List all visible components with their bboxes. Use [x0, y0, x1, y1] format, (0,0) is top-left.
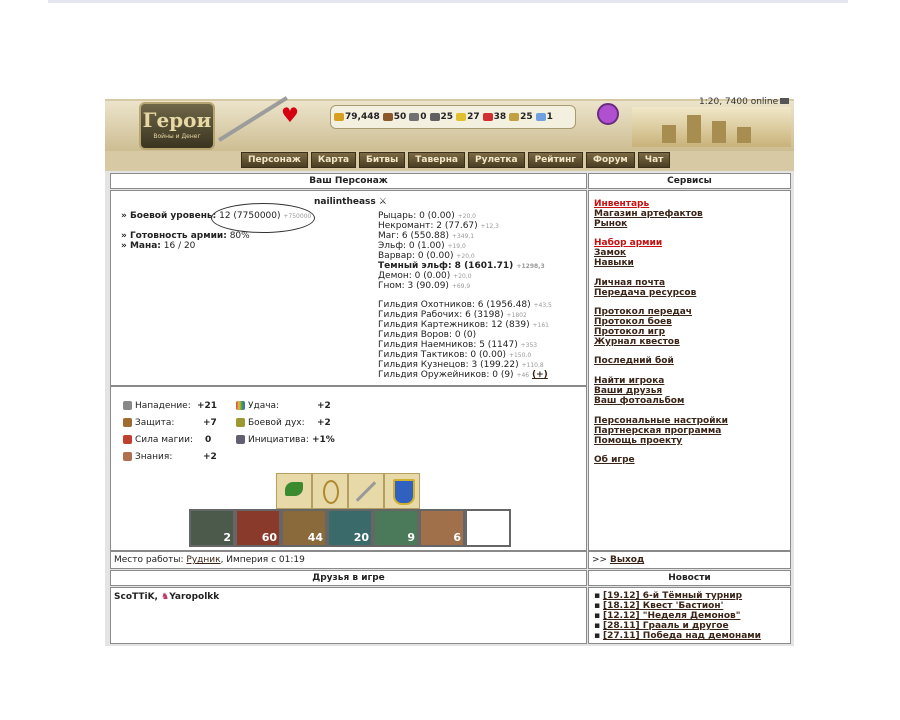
unit-count: 9	[407, 531, 415, 544]
combat-level-value: 12 (7750000)	[219, 211, 281, 221]
unit-count: 44	[307, 531, 323, 544]
equip-slot-weapon[interactable]	[348, 473, 384, 509]
stat-spellpower	[123, 435, 212, 445]
stat-value: +1%	[312, 435, 335, 445]
hand-drawn-circle	[211, 203, 315, 233]
faction-text: Варвар: 0 (0.00)	[378, 251, 454, 261]
mana-label: » Мана:	[121, 241, 161, 251]
stat-value: +2	[203, 452, 217, 462]
stat-value: +7	[203, 418, 217, 428]
sulfur-icon	[456, 113, 466, 121]
resource-value: 0	[420, 112, 427, 122]
stat-value: +2	[317, 418, 331, 428]
stat-label: Инициатива:	[248, 435, 309, 445]
faction-extra: +1298,3	[516, 263, 545, 270]
character-panel	[110, 190, 587, 386]
resource-value: 38	[493, 112, 507, 122]
service-link-find-player[interactable]: Найти игрока	[594, 376, 665, 386]
guild-extra: +1802	[506, 312, 527, 319]
stat-knowledge	[123, 452, 217, 462]
faction-extra: +19,0	[447, 243, 466, 250]
faction-text: Темный эльф: 8 (1601.71)	[378, 261, 514, 271]
service-link-inventory[interactable]: Инвентарь	[594, 199, 650, 209]
service-link-battle-log[interactable]: Протокол боев	[594, 317, 672, 327]
expand-guilds-link[interactable]: (+)	[532, 370, 548, 380]
character-name-text: nailintheass	[314, 197, 376, 207]
friend-link[interactable]: Yaropolkk	[169, 592, 220, 602]
top-line	[48, 0, 848, 3]
resource-value: 1	[546, 112, 553, 122]
news-link[interactable]: [18.12] Квест 'Бастион'	[602, 601, 724, 611]
combat-level-extra: +750000	[283, 213, 312, 220]
service-link-quest-log[interactable]: Журнал квестов	[594, 337, 680, 347]
friends-panel	[110, 587, 587, 644]
faction-text: Эльф: 0 (1.00)	[378, 241, 445, 251]
stat-label: Нападение:	[135, 401, 191, 411]
exit-prefix: >>	[592, 555, 608, 565]
building-shape	[687, 115, 701, 143]
stats-panel	[110, 386, 587, 551]
service-link-mail[interactable]: Личная почта	[594, 278, 666, 288]
stat-defense	[123, 418, 217, 428]
service-link-transfer[interactable]: Передача ресурсов	[594, 288, 697, 298]
work-row	[110, 551, 587, 569]
combat-level-label: » Боевой уровень:	[121, 211, 217, 221]
resource-mercury	[427, 112, 454, 122]
stat-initiative	[236, 435, 335, 445]
services-title: Сервисы	[588, 173, 791, 189]
resource-value: 25	[520, 112, 533, 122]
guild-text: Гильдия Кузнецов: 3 (199.22)	[378, 360, 519, 370]
news-link[interactable]: [12.12] "Неделя Демонов"	[602, 611, 741, 621]
building-shape	[737, 127, 751, 143]
news-link[interactable]: [28.11] Грааль и другое	[602, 621, 729, 631]
nav-item-tavern[interactable]: Таверна	[408, 152, 465, 168]
army-unit[interactable]	[419, 509, 465, 547]
logo-subtitle: Войны и Денег	[153, 133, 201, 140]
stat-luck	[236, 401, 331, 411]
guild-text: Гильдия Охотников: 6 (1956.48)	[378, 300, 531, 310]
game-logo[interactable]	[139, 102, 215, 150]
resource-gems	[506, 112, 533, 122]
resource-ore	[406, 112, 426, 122]
faction-row	[378, 221, 499, 231]
unit-count: 6	[453, 531, 461, 544]
service-link-recruit[interactable]: Набор армии	[594, 238, 663, 248]
army-unit[interactable]	[373, 509, 419, 547]
service-link-partner[interactable]: Партнерская программа	[594, 426, 722, 436]
stat-morale	[236, 418, 331, 428]
character-name[interactable]	[314, 197, 387, 207]
main-nav	[241, 152, 670, 168]
nav-item-forum[interactable]: Форум	[586, 152, 635, 168]
stat-label: Удача:	[248, 401, 280, 411]
faction-text: Маг: 6 (550.88)	[378, 231, 450, 241]
guild-row	[378, 310, 527, 320]
work-label: Место работы:	[114, 555, 184, 565]
stat-label: Боевой дух:	[248, 418, 305, 428]
news-link[interactable]: [27.11] Победа над демонами	[602, 631, 761, 641]
guild-text: Гильдия Рабочих: 6 (3198)	[378, 310, 504, 320]
unit-count: 2	[223, 531, 231, 544]
shield-icon	[123, 418, 132, 427]
guild-extra: +110,8	[521, 362, 544, 369]
army-unit[interactable]	[189, 509, 235, 547]
book-icon	[123, 452, 132, 461]
service-link-photo-album[interactable]: Ваш фотоальбом	[594, 396, 685, 406]
stat-value: 0	[205, 435, 212, 445]
faction-extra: +20,0	[453, 273, 472, 280]
news-title: Новости	[588, 570, 791, 586]
service-link-friends[interactable]: Ваши друзья	[594, 386, 663, 396]
faction-extra: +349,1	[451, 233, 475, 240]
faction-extra: +12,3	[480, 223, 499, 230]
guild-extra: +46	[516, 372, 530, 379]
mana-value: 16 / 20	[163, 241, 196, 251]
unit-count: 60	[261, 531, 277, 544]
services-panel	[588, 190, 791, 551]
service-link-last-battle[interactable]: Последний бой	[594, 356, 674, 366]
hat-icon	[285, 482, 303, 496]
faction-row	[378, 251, 475, 261]
friend-avatar-icon: ♞	[161, 592, 170, 602]
faction-text: Демон: 0 (0.00)	[378, 271, 451, 281]
online-text: 1:20, 7400 online	[699, 97, 779, 107]
resource-gold	[331, 112, 380, 122]
mana-row	[121, 241, 195, 251]
army-value: 80%	[229, 231, 250, 241]
faction-text: Гном: 3 (90.09)	[378, 281, 449, 291]
building-shape	[662, 125, 676, 143]
resource-value: 79,448	[345, 112, 380, 122]
mercury-icon	[430, 113, 440, 121]
news-link[interactable]: [19.12] 6-й Тёмный турнир	[602, 591, 743, 601]
exit-row	[588, 551, 791, 569]
nav-item-battles[interactable]: Битвы	[359, 152, 405, 168]
faction-row	[378, 281, 470, 291]
news-item: ▪ [19.12] 6-й Тёмный турнир	[594, 591, 743, 601]
guild-row	[378, 330, 476, 340]
clan-icon[interactable]: ⚔	[378, 197, 387, 207]
faction-row	[378, 211, 476, 221]
service-link-about[interactable]: Об игре	[594, 455, 635, 465]
guild-extra: +43,5	[533, 302, 552, 309]
nav-item-roulette[interactable]: Рулетка	[468, 152, 525, 168]
equip-slot-hat[interactable]	[276, 473, 312, 509]
guild-text: Гильдия Тактиков: 0 (0.00)	[378, 350, 507, 360]
faction-row	[378, 241, 466, 251]
heart-icon[interactable]: ♥	[281, 103, 299, 127]
news-item: ▪ [27.11] Победа над демонами	[594, 631, 761, 641]
crystal-icon	[483, 113, 493, 121]
resource-bar	[330, 105, 576, 129]
amulet-icon	[323, 480, 339, 504]
equip-slot-shield[interactable]	[384, 473, 420, 509]
exit-link[interactable]: Выход	[609, 555, 645, 565]
online-counter	[699, 97, 789, 107]
service-link-castle[interactable]: Замок	[594, 248, 627, 258]
guild-text: Гильдия Оружейников: 0 (9)	[378, 370, 514, 380]
stat-value: +2	[317, 401, 331, 411]
stat-label: Знания:	[135, 452, 173, 462]
faction-row	[378, 231, 474, 241]
faction-extra: +69,9	[451, 283, 471, 290]
swords-icon	[123, 401, 132, 410]
friends-title: Друзья в игре	[110, 570, 587, 586]
nav-item-rating[interactable]: Рейтинг	[528, 152, 583, 168]
faction-extra: +20,0	[457, 213, 476, 220]
equip-slot-amulet[interactable]	[312, 473, 348, 509]
gems-icon	[509, 113, 519, 121]
army-unit[interactable]	[281, 509, 327, 547]
service-link-game-log[interactable]: Протокол игр	[594, 327, 666, 337]
gold-icon	[334, 113, 344, 121]
resource-value: 50	[393, 112, 407, 122]
guild-row	[378, 300, 552, 310]
guild-text: Гильдия Воров: 0 (0)	[378, 330, 477, 340]
army-unit-empty[interactable]	[465, 509, 511, 547]
resource-sulfur	[453, 112, 480, 122]
army-label: » Готовность армии:	[121, 231, 227, 241]
guild-row	[378, 360, 544, 370]
work-rest: , Империя с 01:19	[220, 555, 305, 565]
logo-title: Герои	[142, 108, 212, 132]
game-header	[105, 99, 794, 171]
city-image	[632, 107, 791, 147]
guild-row	[378, 320, 549, 330]
guild-extra: +150,0	[508, 352, 532, 359]
work-place-link[interactable]: Рудник	[186, 555, 221, 565]
stat-value: +21	[197, 401, 218, 411]
guild-extra: +353	[520, 342, 538, 349]
faction-text: Рыцарь: 0 (0.00)	[378, 211, 455, 221]
news-item: ▪ [18.12] Квест 'Бастион'	[594, 601, 724, 611]
service-link-market[interactable]: Рынок	[594, 219, 628, 229]
stat-label: Сила магии:	[135, 435, 194, 445]
friend-link[interactable]: ScoTTiK,	[114, 592, 158, 602]
service-link-donate[interactable]: Помощь проекту	[594, 436, 683, 446]
resource-value: 25	[440, 112, 454, 122]
morale-icon	[236, 418, 245, 427]
guild-row	[378, 370, 548, 380]
guild-row	[378, 340, 537, 350]
service-link-skills[interactable]: Навыки	[594, 258, 634, 268]
rainbow-icon	[236, 401, 245, 410]
nav-item-map[interactable]: Карта	[311, 152, 356, 168]
building-shape	[712, 121, 726, 143]
faction-text: Некромант: 2 (77.67)	[378, 221, 478, 231]
service-link-transfer-log[interactable]: Протокол передач	[594, 307, 692, 317]
wood-icon	[383, 113, 393, 121]
initiative-icon	[236, 435, 245, 444]
shield-icon	[393, 479, 415, 505]
guild-text: Гильдия Картежников: 12 (839)	[378, 320, 530, 330]
nav-item-chat[interactable]: Чат	[638, 152, 671, 168]
diamond-icon	[536, 113, 546, 121]
army-unit[interactable]	[327, 509, 373, 547]
news-panel	[588, 587, 791, 644]
guild-text: Гильдия Наемников: 5 (1147)	[378, 340, 518, 350]
faction-row	[378, 271, 472, 281]
exit-container	[592, 555, 644, 565]
wand-icon	[123, 435, 132, 444]
nav-item-character[interactable]: Персонаж	[241, 152, 308, 168]
news-item: ▪ [28.11] Грааль и другое	[594, 621, 729, 631]
resource-crystal	[480, 112, 507, 122]
resource-diamond	[533, 112, 553, 122]
resource-value: 27	[467, 112, 480, 122]
service-link-settings[interactable]: Персональные настройки	[594, 416, 728, 426]
stat-label: Защита:	[135, 418, 175, 428]
army-ready-row	[121, 231, 250, 241]
unit-count: 20	[353, 531, 369, 544]
friends-list	[114, 592, 219, 602]
stat-attack	[123, 401, 218, 411]
news-item: ▪ [12.12] "Неделя Демонов"	[594, 611, 741, 621]
army-unit[interactable]	[235, 509, 281, 547]
sword-icon	[356, 481, 377, 502]
faction-extra: +20,0	[456, 253, 475, 260]
ore-icon	[409, 113, 419, 121]
character-panel-title: Ваш Персонаж	[110, 173, 587, 189]
faction-row	[378, 261, 545, 271]
service-link-artifact-shop[interactable]: Магазин артефактов	[594, 209, 703, 219]
window-icon[interactable]	[780, 98, 789, 104]
guild-row	[378, 350, 531, 360]
mana-potion-icon[interactable]	[597, 103, 619, 125]
resource-wood	[380, 112, 407, 122]
guild-extra: +161	[532, 322, 549, 329]
work-text	[114, 555, 305, 565]
